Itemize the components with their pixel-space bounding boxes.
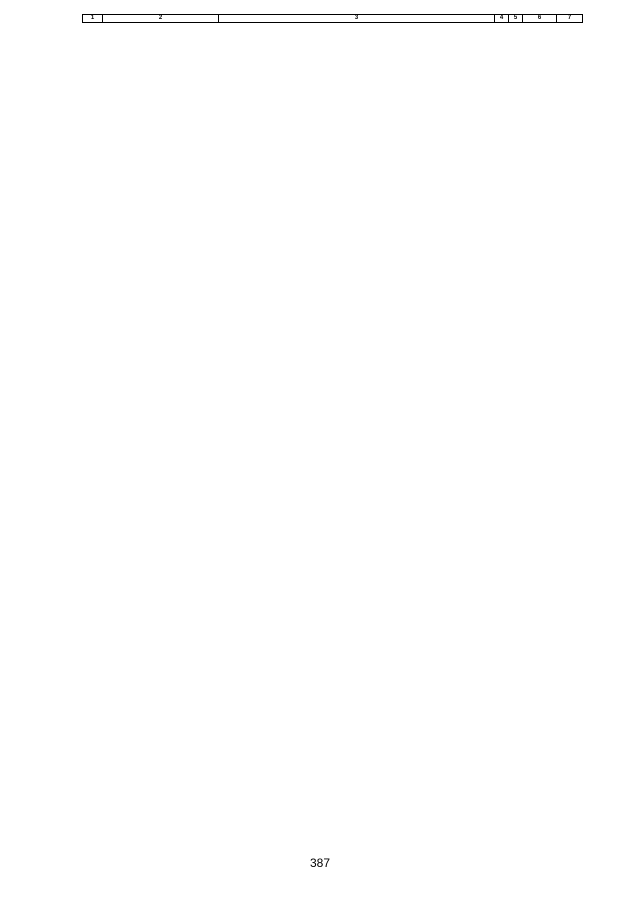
column-header-7: 7: [557, 15, 583, 23]
column-header-3: 3: [219, 15, 495, 23]
column-header-1: 1: [83, 15, 103, 23]
table-header-row: [83, 15, 583, 23]
column-header-5: 5: [509, 15, 523, 23]
page-number: 387: [309, 856, 331, 870]
column-header-2: 2: [103, 15, 219, 23]
column-header-4: 4: [495, 15, 509, 23]
data-table: [82, 14, 583, 23]
column-header-6: 6: [523, 15, 557, 23]
document-sheet: [82, 14, 582, 834]
